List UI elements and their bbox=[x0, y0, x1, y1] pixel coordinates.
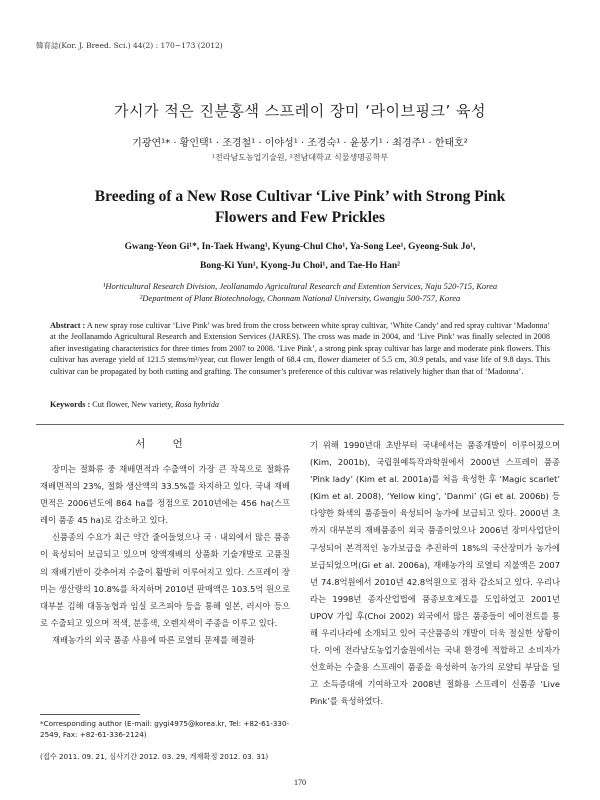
authors-korean: 기광연¹* · 황인택¹ · 조경철¹ · 이야성¹ · 조경숙¹ · 윤봉기¹ · 최경주¹ · 한태호² bbox=[132, 138, 468, 149]
abstract-label: Abstract : bbox=[50, 321, 86, 330]
left-paragraph-1: 장미는 절화류 중 재배면적과 수출액이 가장 큰 작목으로 절화류 재배면적의 23%, 절화 생산액의 33.5%를 차지하고 있다. 국내 재배면적은 2006년도에 864 ha를 정점으로 2010년에는 456 ha(스프레이 품종 45 ha)로 감소하고 있다. bbox=[40, 464, 290, 526]
affiliation-english bbox=[40, 280, 560, 304]
affiliation-english-line2: ²Department of Plant Biotechnology, Chonnam National University, Gwangju 500-757, Korea bbox=[139, 293, 461, 303]
keywords bbox=[50, 400, 550, 409]
title-english-line1: Breeding of a New Rose Cultivar ‘Live Pink’ with Strong Pink bbox=[94, 188, 506, 205]
journal-header: 韓育誌(Kor. J. Breed. Sci.) 44(2) : 170~173 (2012) bbox=[36, 41, 223, 50]
keywords-label: Keywords : bbox=[50, 400, 91, 409]
abstract bbox=[50, 320, 550, 377]
authors-english-line2: Bong-Ki Yun¹, Kyong-Ju Choi¹, and Tae-Ho Han² bbox=[199, 261, 400, 271]
keywords-text: Cut flower, New variety, bbox=[92, 400, 176, 409]
right-paragraph-1: 기 위해 1990년대 초반부터 국내에서는 품종개발이 이루어졌으며(Kim, 2001b), 국립원예특작과학원에서 2000년 스프레이 품종 ‘Pink lady’ (Kim et al. 2001a)를 처음 육성한 후 ‘Magic scarlet’ (Kim et al. 2008), ‘Yellow king’, ‘Danmi’ (Gi et al. 2006b) 등 다양한 화색의 품종들이 육성되어 농가에 보급되고 있다. 2000년 초까지 대부분의 재배품종이 외국 품종이었으나 2006년 장미사업단이 구성되어 본격적인 농가보급을 추진하여 18%의 국산장미가 농가에 보급되었으며(Gi et al. 2006a), 재배농가의 로열티 지불액은 2007년 74.8억원에서 2010년 42.8억원으로 점차 감소되고 있다. 우리나라는 1998년 종자산업법에 품종보호제도를 도입하였고 2001년 UPOV 가입 후(Choi 2002) 외국에서 많은 품종들이 에이전트를 통해 우리나라에 소개되고 있어 국산품종의 개발이 더욱 절실한 상황이다. 이에 전라남도농업기술원에서는 국내 환경에 적합하고 소비자가 선호하는 수출용 스프레이 품종을 육성하여 농가의 로얄티 부담을 덜고 소득증대에 기여하고자 2008년 절화용 스프레이 신품종 ‘Live Pink’를 육성하였다. bbox=[310, 440, 560, 707]
keywords-italic: Rosa hybrida bbox=[175, 400, 220, 409]
corresponding-author-footnote: *Corresponding author (E-mail: gygi4975@korea.kr, Tel: +82-61-330-2549, Fax: +82-61-336-2124) bbox=[40, 719, 290, 739]
abstract-text: A new spray rose cultivar ‘Live Pink’ was bred from the cross between white spray cultivar, ‘White Candy’ and red spray cultivar ‘Madonna’ at the Jeollanamdo Agricultural Research and Extension Services (JARES). The cross was made in 2004, and ‘Live Pink’ was finally selected in 2008 after investigating characteristics for three times from 2007 to 2008. ‘Live Pink’, a strong pink spray cultivar has large and moderate pink flowers. This cultivar has average yield of 121.5 stems/m²/year, cut flower length of 68.4 cm, flower diameter of 5.5 cm, 30.9 petals, and vase life of 9.8 days. This cultivar can be propagated by both cutting and grafting. The consumer’s preference of this cultivar was relatively higher than that of ‘Madonna’. bbox=[50, 321, 550, 376]
title-english bbox=[60, 186, 540, 228]
affiliation-korean: ¹전라남도농업기술원, ²전남대학교 식물생명공학부 bbox=[211, 153, 389, 162]
authors-english-line1: Gwang-Yeon Gi¹*, In-Taek Hwang¹, Kyung-Chul Cho¹, Ya-Song Lee¹, Gyeong-Suk Jo¹, bbox=[124, 242, 476, 252]
affiliation-english-line1: ¹Horticultural Research Division, Jeollanamdo Agricultural Research and Extention Services, Naju 520-715, Korea bbox=[102, 281, 498, 291]
received-dates: (접수 2011. 09. 21, 심사기간 2012. 03. 29, 게재확정 2012. 03. 31) bbox=[40, 752, 269, 761]
section-divider bbox=[36, 424, 564, 425]
left-paragraph-2: 신품종의 수요가 최근 약간 줄어들었으나 국 · 내외에서 많은 품종이 육성되어 보급되고 있으며 양액재배의 상품화 기술개발로 고품질의 재배기반이 갖추어져 수출이 활발히 이루어지고 있다. 스프레이 장미는 생산량의 10.8%를 차지하며 2010년 판매액은 103.5억 원으로 대부분 김해 대동농협과 임실 로즈피아 등을 통해 일본, 러시아 등으로 수출되고 있으며 적색, 분홍색, 오렌지색이 주종을 이루고 있다. bbox=[40, 532, 290, 628]
authors-english bbox=[60, 238, 540, 276]
title-english-line2: Flowers and Few Prickles bbox=[214, 209, 386, 226]
title-korean: 가시가 적은 진분홍색 스프레이 장미 ‘라이브핑크’ 육성 bbox=[114, 102, 486, 120]
footnote-divider bbox=[40, 714, 140, 715]
left-paragraph-3: 재배농가의 외국 품종 사용에 따른 로열티 문제를 해결하 bbox=[52, 634, 255, 645]
left-column bbox=[40, 437, 290, 649]
right-column bbox=[310, 437, 560, 711]
page-number: 170 bbox=[294, 778, 306, 787]
section-title: 서 언 bbox=[135, 438, 195, 450]
